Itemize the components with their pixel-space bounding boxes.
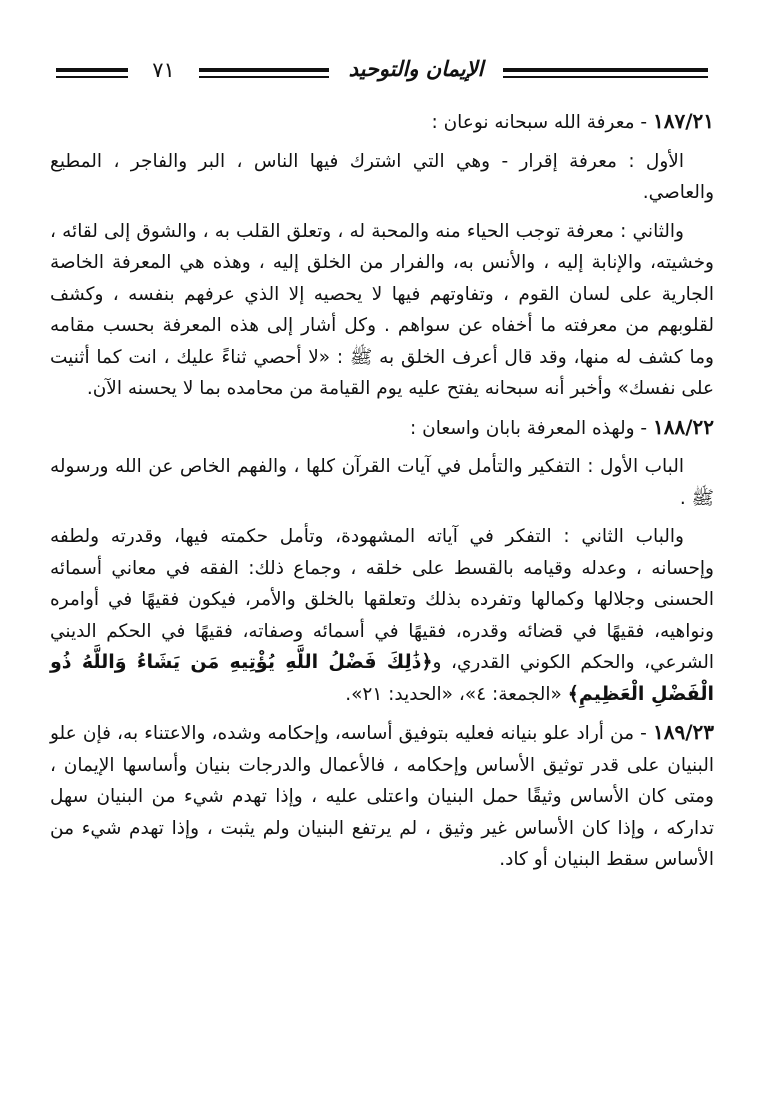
paragraph-text: والباب الثاني : التفكر في آياته المشهودة، وتأمل حكمته فيها، وقدرته ولطفه وإحسانه ، وعدله وقيامه بالقسط على خلقه ، وجماع ذلك: الفقه في معاني أسمائه الحسنى وجلالها وكمالها وتفرده بذلك وتعلقها بالخلق والأمر، فيكون فقيهًا في أوامره ونواهيه، فقيهًا في قضائه وقدره، فقيهًا في أسمائه وصفاته، فقيهًا في الحكم الديني الشرعي، والحكم الكوني القدري، و — [50, 526, 714, 673]
paragraph-first-kind: الأول : معرفة إقرار - وهي التي اشترك فيها الناس ، البر والفاجر ، المطيع والعاصي. — [50, 150, 714, 203]
item-number: ١٨٨/٢٢ — [652, 414, 714, 439]
page-number: ٧١ — [152, 58, 175, 82]
header-rule-middle — [199, 68, 329, 78]
header-rule-thin — [56, 76, 128, 78]
book-title: الإيمان والتوحيد — [348, 56, 484, 81]
header-rule-thick — [56, 68, 128, 72]
item-number: ١٨٧/٢١ — [652, 109, 714, 133]
header-rule-left — [56, 68, 128, 78]
paragraph-first-gate: الباب الأول : التفكير والتأمل في آيات القرآن كلها ، والفهم الخاص عن الله ورسوله ﷺ . — [50, 456, 714, 509]
quran-verse: ﴿ذَٰلِكَ فَضْلُ اللَّهِ يُؤْتِيهِ مَن يَشَاءُ وَاللَّهُ ذُو الْفَضْلِ الْعَظِيمِ﴾ — [50, 651, 714, 705]
header-rule-thin — [503, 76, 708, 78]
paragraph-item-22 — [50, 412, 714, 445]
header-rule-thick — [503, 68, 708, 72]
paragraph-second-gate — [50, 521, 714, 710]
header-rule-thin — [199, 76, 329, 78]
item-number: ١٨٩/٢٣ — [652, 720, 714, 744]
header-rule-thick — [199, 68, 329, 72]
paragraph-second-kind: والثاني : معرفة توجب الحياء منه والمحبة له ، وتعلق القلب به ، والشوق إلى لقائه ، وخشيته، والإنابة إليه ، والأنس به، والفرار من الخلق إليه ، وهذه هي المعرفة الخاصة الجارية على لسان القوم ، وتفاوتهم فيها لا يحصيه إلا الذي عرفهم بنفسه ، وكشف لقلوبهم من معرفته ما أخفاه عن سواهم . وكل أشار إلى هذه المعرفة بحسب مقامه وما كشف له منها، وقد قال أعرف الخلق به ﷺ : «لا أحصي ثناءً عليك ، انت كما أثنيت على نفسك» وأخبر أنه سبحانه يفتح عليه يوم القيامة من محامده بما لا يحسنه الآن. — [50, 220, 714, 399]
running-header — [56, 56, 709, 96]
paragraph-text: - معرفة الله سبحانه نوعان : — [431, 112, 653, 133]
paragraph-text: - ولهذه المعرفة بابان واسعان : — [410, 417, 653, 439]
paragraph-text: - من أراد علو بنيانه فعليه بتوفيق أساسه، وإحكامه وشده، والاعتناء به، فإن علو البنيان على قدر توثيق الأساس وإحكامه ، فالأعمال والدرجات بنيان وأساسها الإيمان ، ومتى كان الأساس وثيقًا حمل البنيان واعتلى عليه ، وإذا تهدم شيء من البنيان سهل تداركه ، وإذا كان الأساس غير وثيق ، لم يرتفع البنيان ولم يثبت ، وإذا تهدم شيء من الأساس سقط البنيان أو كاد. — [50, 723, 714, 870]
paragraph-item-23 — [50, 717, 714, 876]
paragraph-item-21 — [50, 106, 714, 139]
header-rule-right — [503, 68, 708, 78]
verse-reference: «الجمعة: ٤»، «الحديد: ٢١». — [345, 683, 568, 705]
page-body — [50, 106, 714, 883]
